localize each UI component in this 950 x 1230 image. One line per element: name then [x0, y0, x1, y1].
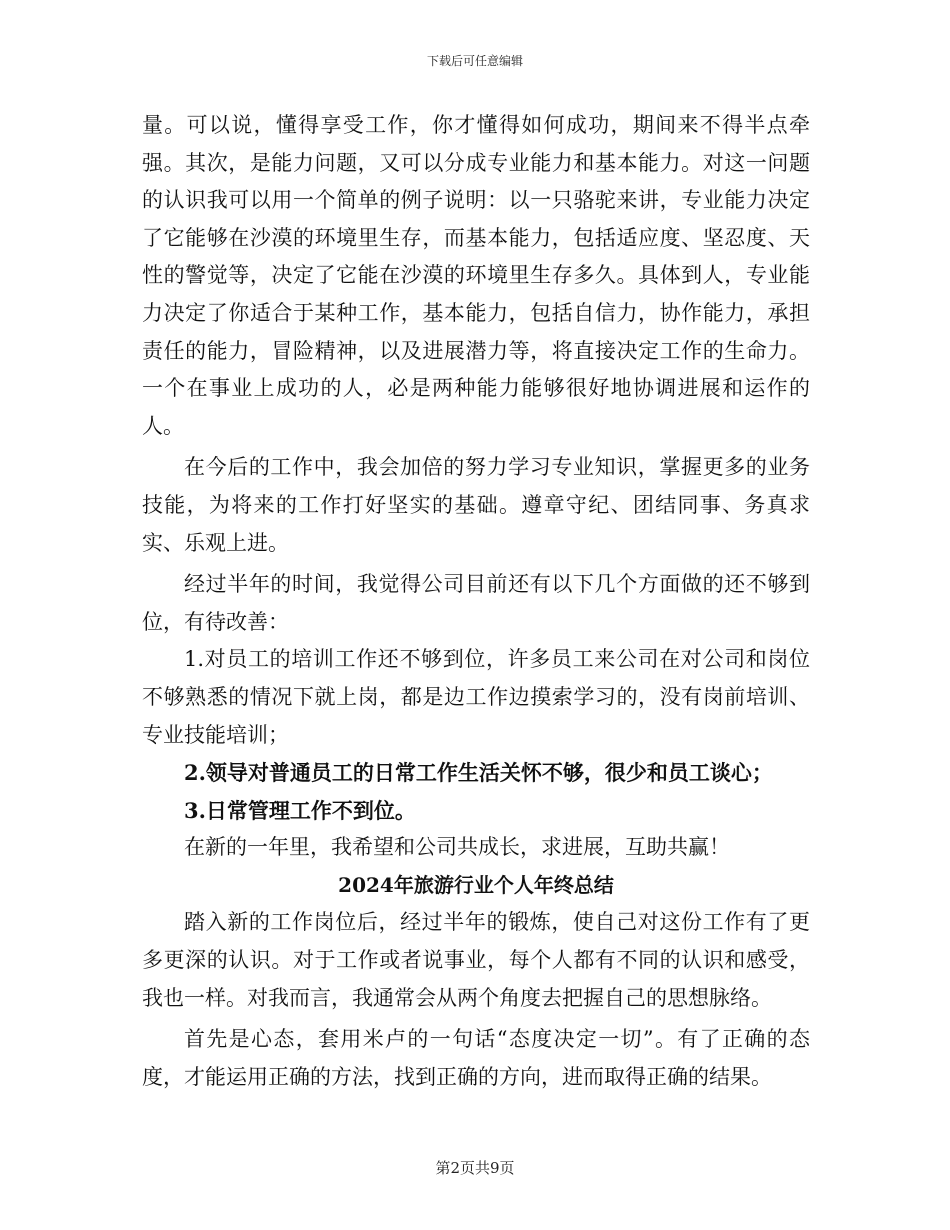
page-header: 下载后可任意编辑 [426, 54, 523, 68]
paragraph-company-issues: 经过半年的时间，我觉得公司目前还有以下几个方面做的还不够到位，有待改善： [142, 572, 810, 634]
paragraph-intro: 踏入新的工作岗位后，经过半年的锻炼，使自己对这份工作有了更多更深的认识。对于工作或者说事业，每个人都有不同的认识和感受，我也一样。对我而言，我通常会从两个角度去把握自己的思想脉络。 [142, 910, 810, 1010]
paragraph-new-year: 在新的一年里，我希望和公司共成长，求进展，互助共赢！ [184, 835, 730, 860]
paragraph-ability: 量。可以说，懂得享受工作，你才懂得如何成功，期间来不得半点牵强。其次，是能力问题，又可以分成专业能力和基本能力。对这一问题的认识我可以用一个简单的例子说明：以一只骆驼来讲，专业能力决定了它能够在沙漠的环境里生存，而基本能力，包括适应度、坚忍度、天性的警觉等，决定了它能在沙漠的环境里生存多久。具体到人，专业能力决定了你适合于某种工作，基本能力，包括自信力，协作能力，承担责任的能力，冒险精神，以及进展潜力等，将直接决定工作的生命力。一个在事业上成功的人，必是两种能力能够很好地协调进展和运作的人。 [142, 113, 810, 438]
section-title: 2024年旅游行业个人年终总结 [338, 872, 614, 897]
page-footer: 第2页共9页 [435, 1159, 515, 1177]
list-item-care: 2.领导对普通员工的日常工作生活关怀不够，很少和员工谈心； [184, 760, 773, 786]
list-item-training: 1.对员工的培训工作还不够到位，许多员工来公司在对公司和岗位不够熟悉的情况下就上岗，都是边工作边摸索学习的，没有岗前培训、专业技能培训； [142, 647, 810, 747]
list-item-management: 3.日常管理工作不到位。 [184, 797, 416, 823]
paragraph-attitude: 首先是心态，套用米卢的一句话“态度决定一切”。有了正确的态度，才能运用正确的方法，找到正确的方向，进而取得正确的结果。 [142, 1027, 810, 1089]
document-body [142, 107, 810, 1096]
paragraph-future-work: 在今后的工作中，我会加倍的努力学习专业知识，掌握更多的业务技能，为将来的工作打好坚实的基础。遵章守纪、团结同事、务真求实、乐观上进。 [142, 455, 810, 555]
